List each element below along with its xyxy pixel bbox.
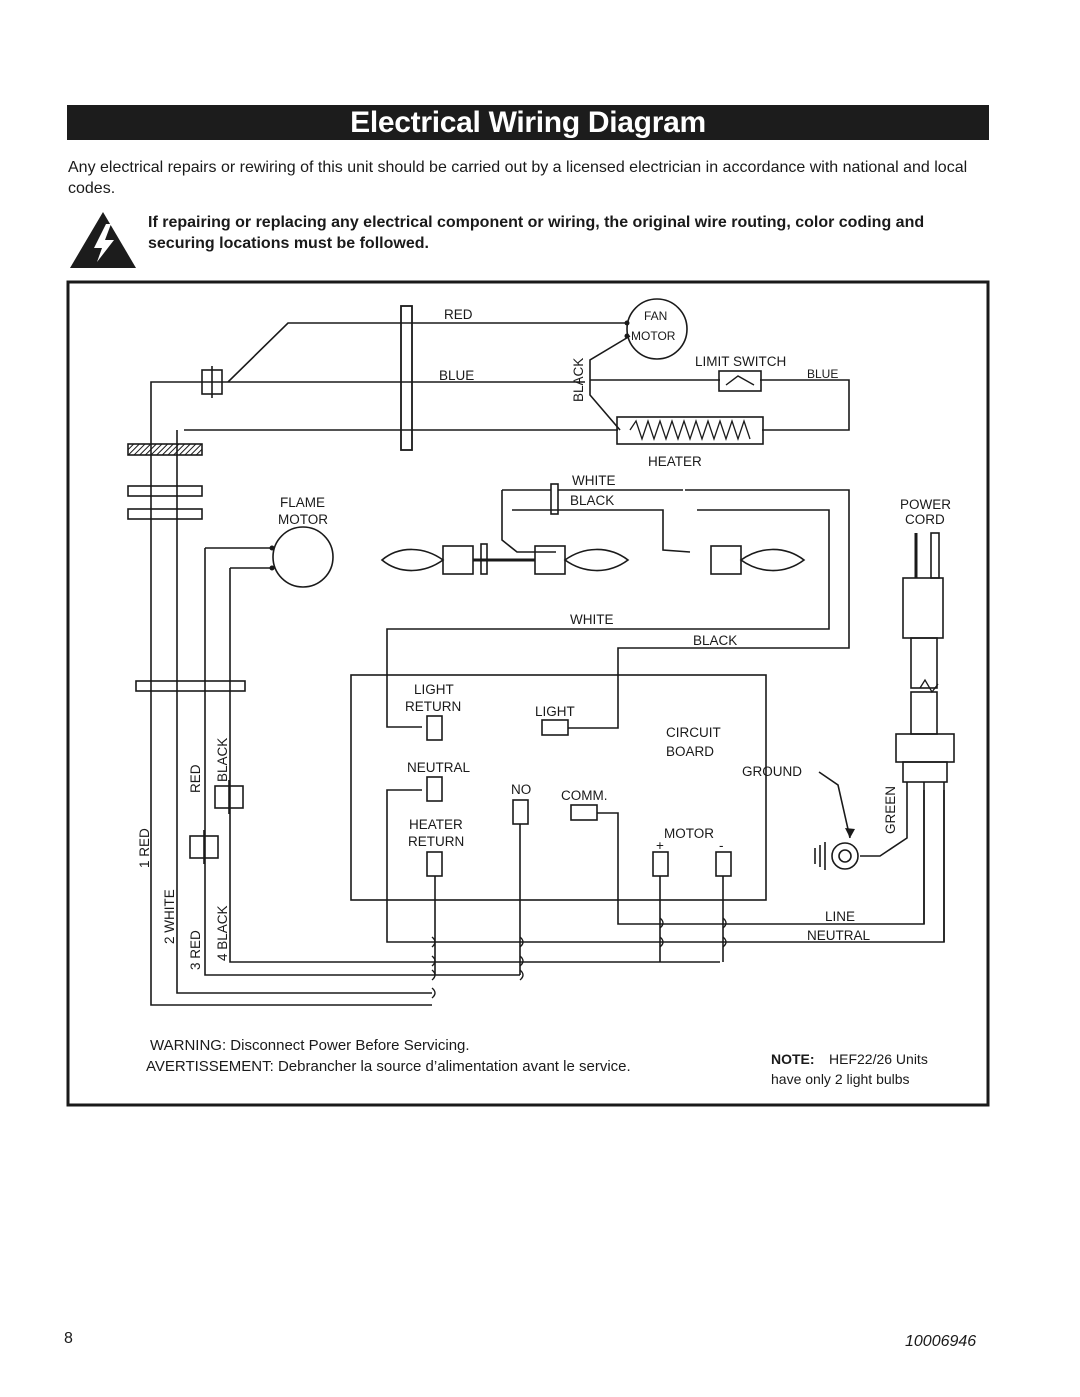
label-red-left: RED [188,764,203,793]
label-flame-1: FLAME [280,495,326,510]
bulb-socket-2 [535,546,565,574]
label-neutral-bottom: NEUTRAL [807,928,871,943]
ground-arrow [845,828,855,838]
label-white-top: WHITE [572,473,616,488]
strain-relief-3 [136,681,245,691]
label-fan-2: MOTOR [631,329,676,343]
blue-wire-right [760,380,849,430]
note-label: NOTE: [771,1051,815,1067]
bulb-1 [382,549,443,570]
label-3-red: 3 RED [188,930,203,970]
cord-lower [911,692,937,734]
label-light-return-1: LIGHT [414,682,454,697]
cord-strain-relief [896,734,954,762]
power-plug [903,578,943,638]
strain-relief-2 [128,509,202,519]
label-1-red: 1 RED [137,828,152,868]
label-limit-switch: LIMIT SWITCH [695,354,787,369]
warning-text: If repairing or replacing any electrical component or wiring, the original wire routing, color coding and securing locations must be followed. [148,214,925,252]
warning-en: WARNING: Disconnect Power Before Servicing. [150,1037,470,1054]
label-light: LIGHT [535,704,575,719]
label-light-return-2: RETURN [405,699,462,714]
bulb-2 [565,549,628,570]
ground-screw [832,843,858,869]
cord-bushing [903,762,947,782]
label-green: GREEN [883,785,898,834]
label-black-mid: BLACK [570,493,615,508]
terminal-motor-plus [653,852,668,876]
strain-relief-1 [128,486,202,496]
label-black-vertical: BLACK [571,357,586,402]
terminal-light [542,720,568,735]
bulb-3 [741,549,804,570]
label-black-left: BLACK [215,737,230,782]
terminal-light-return [427,716,442,740]
label-comm: COMM. [561,788,608,803]
left-wire-1 [151,382,432,1005]
label-fan-1: FAN [644,309,668,323]
bulb-socket-1 [443,546,473,574]
label-red-top: RED [444,307,473,322]
label-heater-return-1: HEATER [409,817,463,832]
terminal-no [513,800,528,824]
diagram-frame [68,282,988,1105]
label-2-white: 2 WHITE [162,889,177,944]
label-4-black: 4 BLACK [215,905,230,961]
label-motor: MOTOR [664,826,714,841]
label-power-2: CORD [905,512,945,527]
left-wire-3v [205,548,520,975]
terminal-comm [571,805,597,820]
warning-fr: AVERTISSEMENT: Debrancher la source d’alimentation avant le service. [146,1058,631,1075]
label-white-mid: WHITE [570,612,614,627]
white-wire-lights [502,490,556,552]
page-title: Electrical Wiring Diagram [350,105,706,139]
terminal-neutral [427,777,442,801]
document-number: 10006946 [905,1333,977,1350]
mounting-bracket [401,306,412,450]
plug-blade [931,533,939,578]
note-line-1: HEF22/26 Units [829,1051,928,1067]
label-plus: + [656,838,664,853]
bulb-socket-3 [711,546,741,574]
intro-paragraph: Any electrical repairs or rewiring of this unit should be carried out by a licensed electrician in accordance with national and local codes. [68,159,968,197]
label-no: NO [511,782,532,797]
red-wire-top [228,323,628,382]
label-circuit-1: CIRCUIT [666,725,721,740]
label-heater: HEATER [648,454,702,469]
flame-motor [273,527,333,587]
note-line-2: have only 2 light bulbs [771,1071,910,1087]
label-circuit-2: BOARD [666,744,715,759]
white-wire-right [568,490,849,728]
label-blue-right: BLUE [807,367,839,381]
label-black-lower: BLACK [693,633,738,648]
label-ground: GROUND [742,764,802,779]
label-flame-2: MOTOR [278,512,328,527]
hatched-fill [128,444,202,455]
black-wire-fan [590,336,630,430]
left-wire-4v [230,568,720,962]
terminal-heater-return [427,852,442,876]
terminal-motor-minus [716,852,731,876]
label-minus: - [719,838,724,853]
label-neutral: NEUTRAL [407,760,471,775]
label-heater-return-2: RETURN [408,834,465,849]
label-blue-top: BLUE [439,368,475,383]
page-number: 8 [64,1330,73,1347]
label-power-1: POWER [900,497,952,512]
limit-switch [719,371,761,391]
label-line: LINE [825,909,856,924]
